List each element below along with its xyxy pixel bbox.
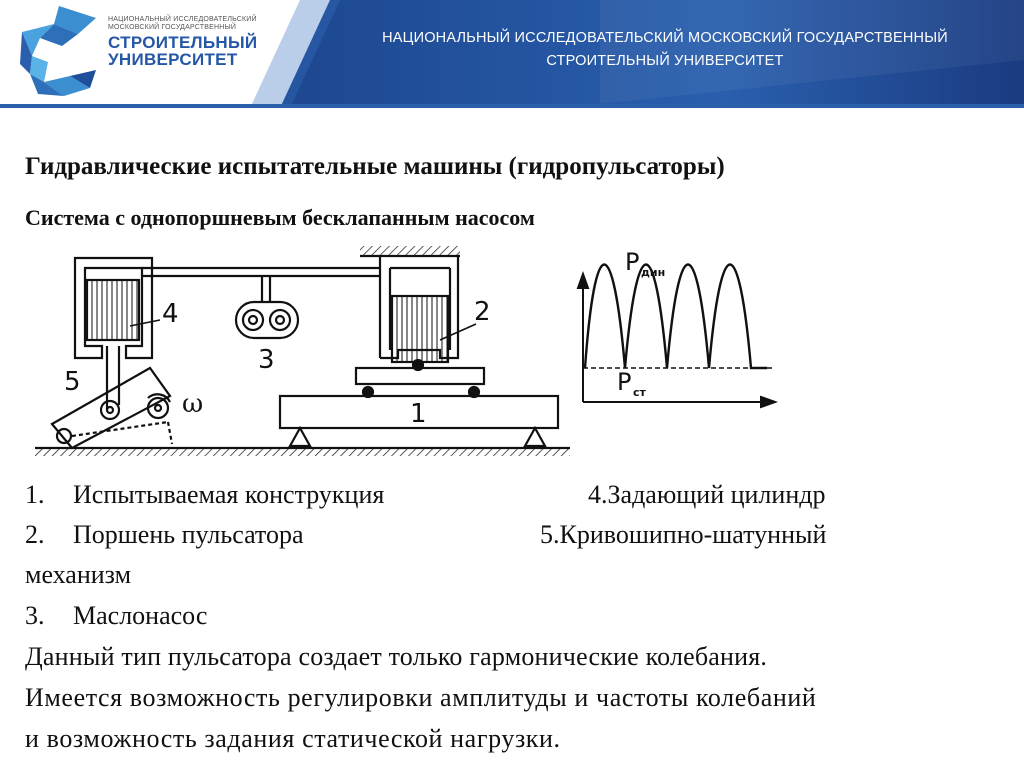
legend-item-1 [25,480,384,510]
label-4: 4 [162,299,179,329]
legend-item-5: 5.Кривошипно-шатунный [540,520,827,549]
pressure-graph [575,240,785,410]
legend-item-1-text: Испытываемая конструкция [73,480,385,509]
p-st-label: P [617,368,632,396]
logo-big-line2: УНИВЕРСИТЕТ [108,50,238,69]
slide-title: Гидравлические испытательные машины (гидропульсаторы) [25,153,725,180]
legend-item-4: 4.Задающий цилиндр [588,480,826,509]
p-st-sub: ст [633,386,646,399]
logo-small-line2: МОСКОВСКИЙ ГОСУДАРСТВЕННЫЙ [108,24,237,31]
label-1: 1 [410,399,427,429]
legend-item-2 [25,520,304,550]
header-title-line2: СТРОИТЕЛЬНЫЙ УНИВЕРСИТЕТ [546,53,784,69]
label-3: 3 [258,345,275,375]
description-line-2: Имеется возможность регулировки амплитуды и частоты колебаний [25,683,817,712]
label-omega: ω [182,389,204,419]
pulsator-schematic [30,240,580,465]
legend-item-3-num: 3. [25,601,45,630]
logo-big-line1: СТРОИТЕЛЬНЫЙ [108,33,258,52]
label-5: 5 [64,367,81,397]
slide-subtitle: Система с однопоршневым бесклапанным насосом [25,205,535,230]
legend-item-2-num: 2. [25,520,45,549]
logo-small-line1: НАЦИОНАЛЬНЫЙ ИССЛЕДОВАТЕЛЬСКИЙ [108,16,257,23]
header-title-line1: НАЦИОНАЛЬНЫЙ ИССЛЕДОВАТЕЛЬСКИЙ МОСКОВСКИЙ ГОСУДАРСТВЕННЫЙ [382,30,948,46]
legend-item-3 [25,601,207,631]
label-2: 2 [474,297,491,327]
p-dyn-sub: дин [641,266,666,279]
p-dyn-label: P [625,248,640,276]
university-logo-icon [18,4,100,100]
description-line-1: Данный тип пульсатора создает только гармонические колебания. [25,642,768,671]
legend-item-2-text: Поршень пульсатора [73,520,304,549]
legend-item-1-num: 1. [25,480,45,509]
slide-header [0,0,1024,108]
description-line-3: и возможность задания статической нагрузки. [25,724,561,753]
legend-item-5-cont: механизм [25,560,132,589]
legend-item-3-text: Маслонасос [73,601,208,630]
